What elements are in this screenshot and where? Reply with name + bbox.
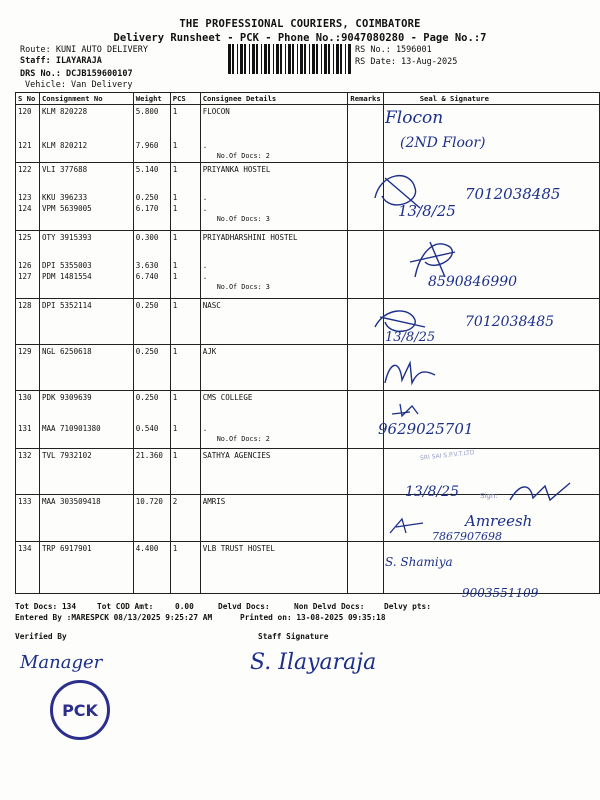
table-row: 122 123 124 VLI 377688 KKU 396233 VPM 5639005 5.140 0.250 6.170 1 1 1 PRIYANKA HOSTEL . . No.Of Docs: 3	[16, 163, 600, 231]
col-remarks: Remarks	[348, 93, 383, 105]
sign-label: Sign:	[480, 492, 498, 500]
table-row: 133 MAA 303509418 10.720 2 AMRIS	[16, 495, 600, 542]
barcode-icon	[228, 44, 352, 74]
total-cod-value: 0.00	[175, 602, 194, 611]
handwritten-name-134: S. Shamiya	[385, 555, 453, 569]
staff-signature: S. Ilayaraja	[250, 650, 377, 675]
table-row: 134 TRP 6917901 4.400 1 VLB TRUST HOSTEL	[16, 542, 600, 594]
vehicle-label: Vehicle: Van Delivery	[25, 80, 133, 90]
company-title: THE PROFESSIONAL COURIERS, COIMBATORE	[179, 18, 421, 30]
signature-scribble-129	[380, 355, 440, 390]
pck-stamp	[50, 680, 110, 740]
entered-by: Entered By :MARESPCK 08/13/2025 9:25:27 AM	[15, 613, 213, 622]
staff-signature-label: Staff Signature	[258, 632, 329, 641]
faint-stamp-icon: SRI SAI S.P.V.T.LTD	[419, 449, 475, 462]
delivery-points: Delvy pts:	[384, 602, 431, 611]
handwritten-phone-125: 8590846990	[428, 274, 518, 290]
handwritten-date-122: 13/8/25	[398, 202, 456, 220]
non-delivered-docs: Non Delvd Docs:	[294, 602, 365, 611]
printed-on: Printed on: 13-08-2025 09:35:18	[240, 613, 386, 622]
handwritten-phone-122: 7012038485	[465, 185, 561, 203]
drs-label: DRS No.: DCJB159600107	[20, 69, 133, 79]
table-row: 128 DPI 5352114 0.250 1 NASC	[16, 299, 600, 345]
handwritten-phone-134: 9003551109	[462, 586, 539, 600]
col-pcs: PCS	[170, 93, 200, 105]
col-consignee: Consignee Details	[200, 93, 348, 105]
route-label: Route: KUNI AUTO DELIVERY	[20, 45, 148, 55]
handwritten-phone-130: 9629025701	[378, 420, 474, 438]
table-row: 130 131 PDK 9309639 MAA 710901380 0.250 0.540 1 1 CMS COLLEGE . No.Of Docs: 2	[16, 391, 600, 449]
signature-scribble-133	[388, 515, 428, 537]
table-row: 125 126 127 OTY 3915393 DPI 5355003 PDM 1481554 0.300 3.630 6.740 1 1 1 PRIYADHARSHINI HOSTEL . . No.Of Docs: 3	[16, 231, 600, 299]
rs-date: RS Date: 13-Aug-2025	[355, 57, 458, 67]
runsheet-subtitle: Delivery Runsheet - PCK - Phone No.:9047080280 - Page No.:7	[113, 32, 487, 44]
staff-label: Staff: ILAYARAJA	[20, 56, 102, 66]
handwritten-phone-133: 7867907698	[432, 530, 502, 543]
handwritten-name-133: Amreesh	[465, 512, 533, 530]
table-row: 132 TVL 7932102 21.360 1 SATHYA AGENCIES	[16, 449, 600, 495]
delivered-docs: Delvd Docs:	[218, 602, 270, 611]
col-sno: S No	[16, 93, 40, 105]
table-row: 120 121 KLM 820228 KLM 820212 5.800 7.960 1 1 FLOCON . No.Of Docs: 2	[16, 105, 600, 163]
handwritten-phone-128: 7012038485	[465, 314, 555, 330]
col-seal: Seal & Signature	[383, 93, 599, 105]
handwritten-date-132: 13/8/25	[405, 484, 459, 500]
total-cod-label: Tot COD Amt:	[97, 602, 154, 611]
signature-scribble-130	[390, 400, 430, 420]
verified-by-label: Verified By	[15, 632, 67, 641]
col-consignment: Consignment No	[39, 93, 133, 105]
signature-flocon: Flocon	[385, 108, 444, 128]
table-row: 129 NGL 6250618 0.250 1 AJK	[16, 345, 600, 391]
signature-scribble-132	[505, 478, 575, 508]
handwritten-date-128: 13/8/25	[385, 330, 436, 345]
table-header	[16, 93, 600, 105]
total-docs: Tot Docs: 134	[15, 602, 77, 611]
verifier-signature: Manager	[20, 652, 103, 673]
pck-stamp-text: PCK	[62, 700, 98, 720]
handwritten-floor-note: (2ND Floor)	[400, 135, 486, 151]
rs-number: RS No.: 1596001	[355, 45, 432, 55]
col-weight: Weight	[133, 93, 170, 105]
